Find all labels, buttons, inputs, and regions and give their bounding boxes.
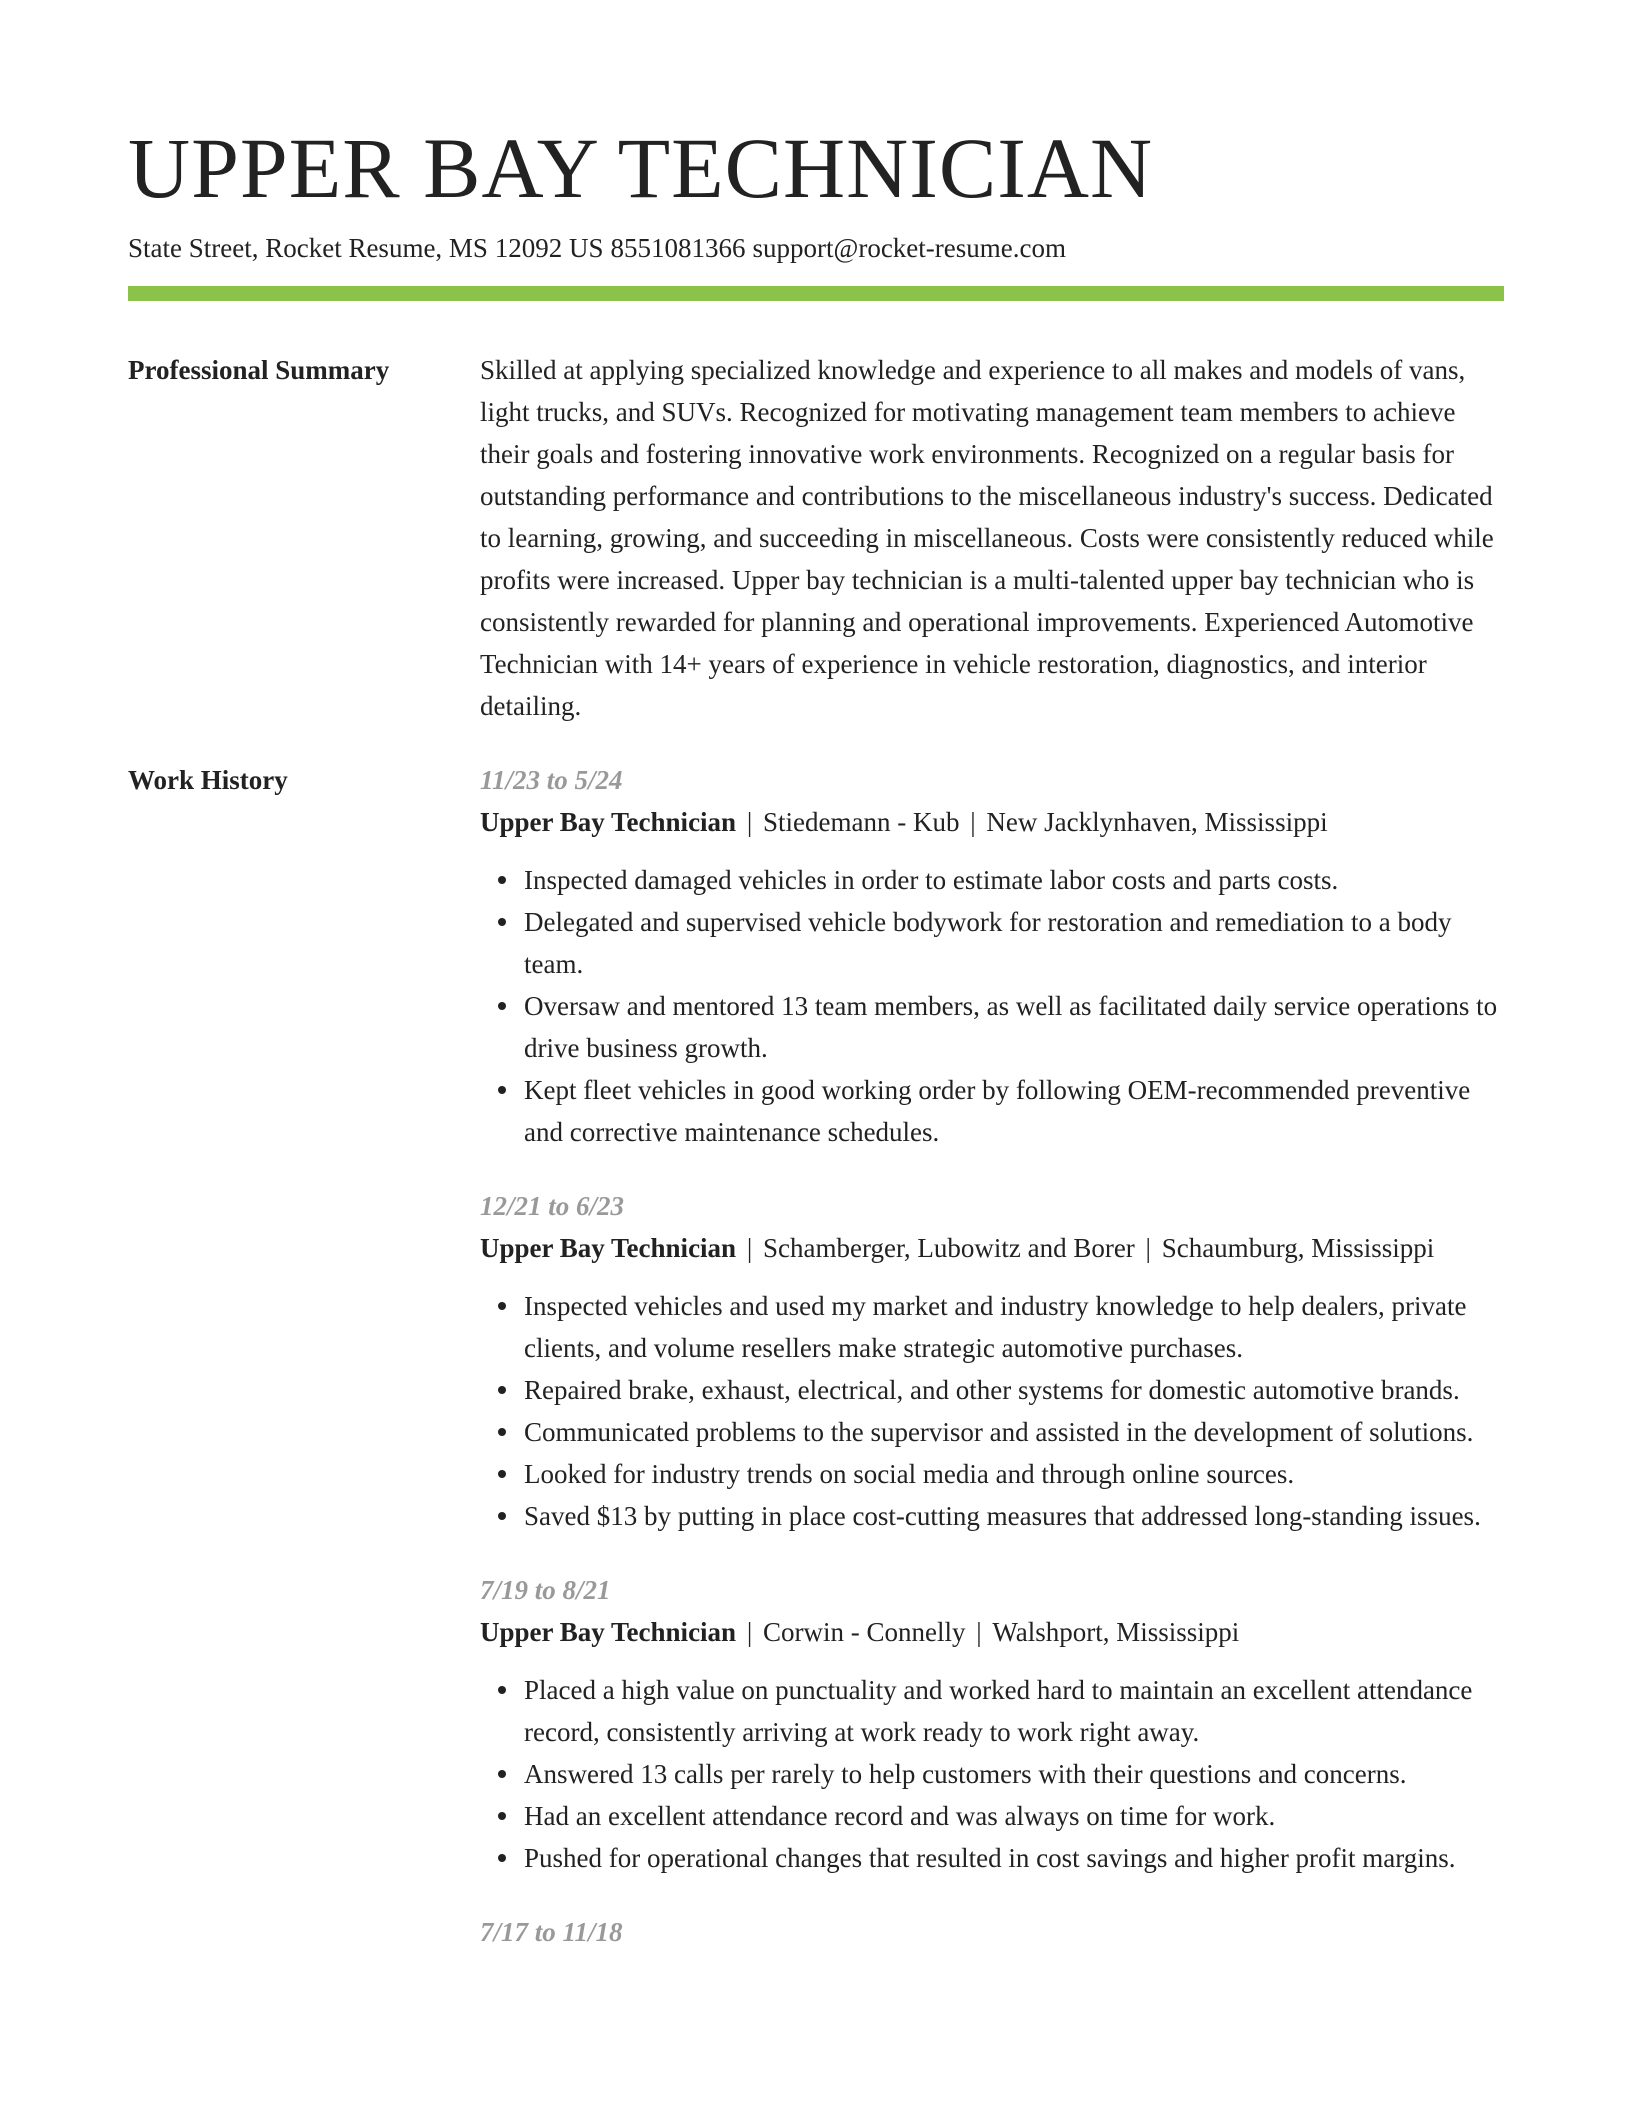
job-title: Upper Bay Technician	[480, 1617, 737, 1647]
bullet-icon	[498, 1512, 506, 1520]
job-title: Upper Bay Technician	[480, 1233, 737, 1263]
job-company: Stiedemann - Kub	[762, 807, 960, 837]
job-location: Walshport, Mississippi	[992, 1617, 1240, 1647]
job-dates: 7/17 to 11/18	[480, 1917, 623, 1947]
bullet-icon	[498, 1770, 506, 1778]
job-dates: 11/23 to 5/24	[480, 765, 623, 795]
bullet-text: Looked for industry trends on social media and through online sources.	[524, 1459, 1295, 1489]
bullet-text: Communicated problems to the supervisor and assisted in the development of solutions.	[524, 1417, 1474, 1447]
bullet-text: Had an excellent attendance record and was always on time for work.	[524, 1801, 1276, 1831]
bullet-icon	[498, 918, 506, 926]
job-bullet	[524, 1495, 1504, 1537]
bullet-text: Placed a high value on punctuality and worked hard to maintain an excellent attendance record, consistently arriving at work ready to work right away.	[524, 1675, 1473, 1747]
job-location: Schaumburg, Mississippi	[1161, 1233, 1435, 1263]
header-accent-rule	[128, 286, 1504, 301]
separator: |	[969, 1617, 989, 1647]
bullet-text: Inspected damaged vehicles in order to estimate labor costs and parts costs.	[524, 865, 1339, 895]
separator: |	[1138, 1233, 1158, 1263]
job-bullet	[524, 1837, 1504, 1879]
job-entry	[480, 759, 1504, 1153]
job-entry	[480, 1569, 1504, 1879]
bullet-text: Saved $13 by putting in place cost-cutting measures that addressed long-standing issues.	[524, 1501, 1481, 1531]
separator: |	[740, 1617, 759, 1647]
work-history-list	[480, 759, 1504, 1985]
job-entry	[480, 1911, 1504, 1953]
bullet-icon	[498, 1302, 506, 1310]
summary-text: Skilled at applying specialized knowledge and experience to all makes and models of vans, light trucks, and SUVs. Recognized for motivating management team members to achieve their goals and fostering innovative work environments. Recognized on a regular basis for outstanding performance and contributions to the miscellaneous industry's success. Dedicated to learning, growing, and succeeding in miscellaneous. Costs were consistently reduced while profits were increased. Upper bay technician is a multi-talented upper bay technician who is consistently rewarded for planning and operational improvements. Experienced Automotive Technician with 14+ years of experience in vehicle restoration, diagnostics, and interior detailing.	[480, 355, 1494, 721]
job-title: Upper Bay Technician	[480, 807, 737, 837]
job-bullets	[480, 1669, 1504, 1879]
separator: |	[740, 807, 759, 837]
job-header	[480, 1227, 1504, 1269]
job-header	[480, 1611, 1504, 1653]
bullet-icon	[498, 1428, 506, 1436]
job-bullet	[524, 1411, 1504, 1453]
job-company: Schamberger, Lubowitz and Borer	[762, 1233, 1135, 1263]
job-bullet	[524, 1795, 1504, 1837]
contact-line	[128, 230, 1066, 266]
bullet-text: Answered 13 calls per rarely to help customers with their questions and concerns.	[524, 1759, 1407, 1789]
bullet-text: Oversaw and mentored 13 team members, as well as facilitated daily service operations to drive business growth.	[524, 991, 1498, 1063]
bullet-icon	[498, 1854, 506, 1862]
bullet-text: Kept fleet vehicles in good working order by following OEM-recommended preventive and corrective maintenance schedules.	[524, 1075, 1471, 1147]
job-bullet	[524, 985, 1504, 1069]
job-company: Corwin - Connelly	[762, 1617, 966, 1647]
bullet-text: Delegated and supervised vehicle bodywork for restoration and remediation to a body team.	[524, 907, 1452, 979]
job-bullet	[524, 1285, 1504, 1369]
job-bullet	[524, 1753, 1504, 1795]
job-bullet	[524, 1453, 1504, 1495]
bullet-text: Repaired brake, exhaust, electrical, and other systems for domestic automotive brands.	[524, 1375, 1460, 1405]
job-location: New Jacklynhaven, Mississippi	[986, 807, 1328, 837]
job-bullet	[524, 859, 1504, 901]
job-dates: 7/19 to 8/21	[480, 1575, 611, 1605]
job-header	[480, 801, 1504, 843]
summary-heading: Professional Summary	[128, 355, 390, 385]
separator: |	[963, 807, 983, 837]
bullet-icon	[498, 1686, 506, 1694]
job-bullet	[524, 1369, 1504, 1411]
bullet-text: Pushed for operational changes that resulted in cost savings and higher profit margins.	[524, 1843, 1456, 1873]
job-bullets	[480, 1285, 1504, 1537]
contact-address: State Street, Rocket Resume, MS 12092 US	[128, 233, 604, 263]
job-bullet	[524, 901, 1504, 985]
job-entry	[480, 1185, 1504, 1537]
bullet-icon	[498, 876, 506, 884]
job-dates: 12/21 to 6/23	[480, 1191, 625, 1221]
bullet-icon	[498, 1086, 506, 1094]
bullet-text: Inspected vehicles and used my market and industry knowledge to help dealers, private clients, and volume resellers make strategic automotive purchases.	[524, 1291, 1467, 1363]
contact-email: support@rocket-resume.com	[752, 233, 1066, 263]
bullet-icon	[498, 1470, 506, 1478]
bullet-icon	[498, 1812, 506, 1820]
job-bullet	[524, 1069, 1504, 1153]
contact-phone: 8551081366	[610, 233, 746, 263]
job-bullet	[524, 1669, 1504, 1753]
bullet-icon	[498, 1002, 506, 1010]
bullet-icon	[498, 1386, 506, 1394]
resume-name: UPPER BAY TECHNICIAN	[128, 120, 1154, 216]
separator: |	[740, 1233, 759, 1263]
work-history-heading: Work History	[128, 765, 288, 795]
job-bullets	[480, 859, 1504, 1153]
